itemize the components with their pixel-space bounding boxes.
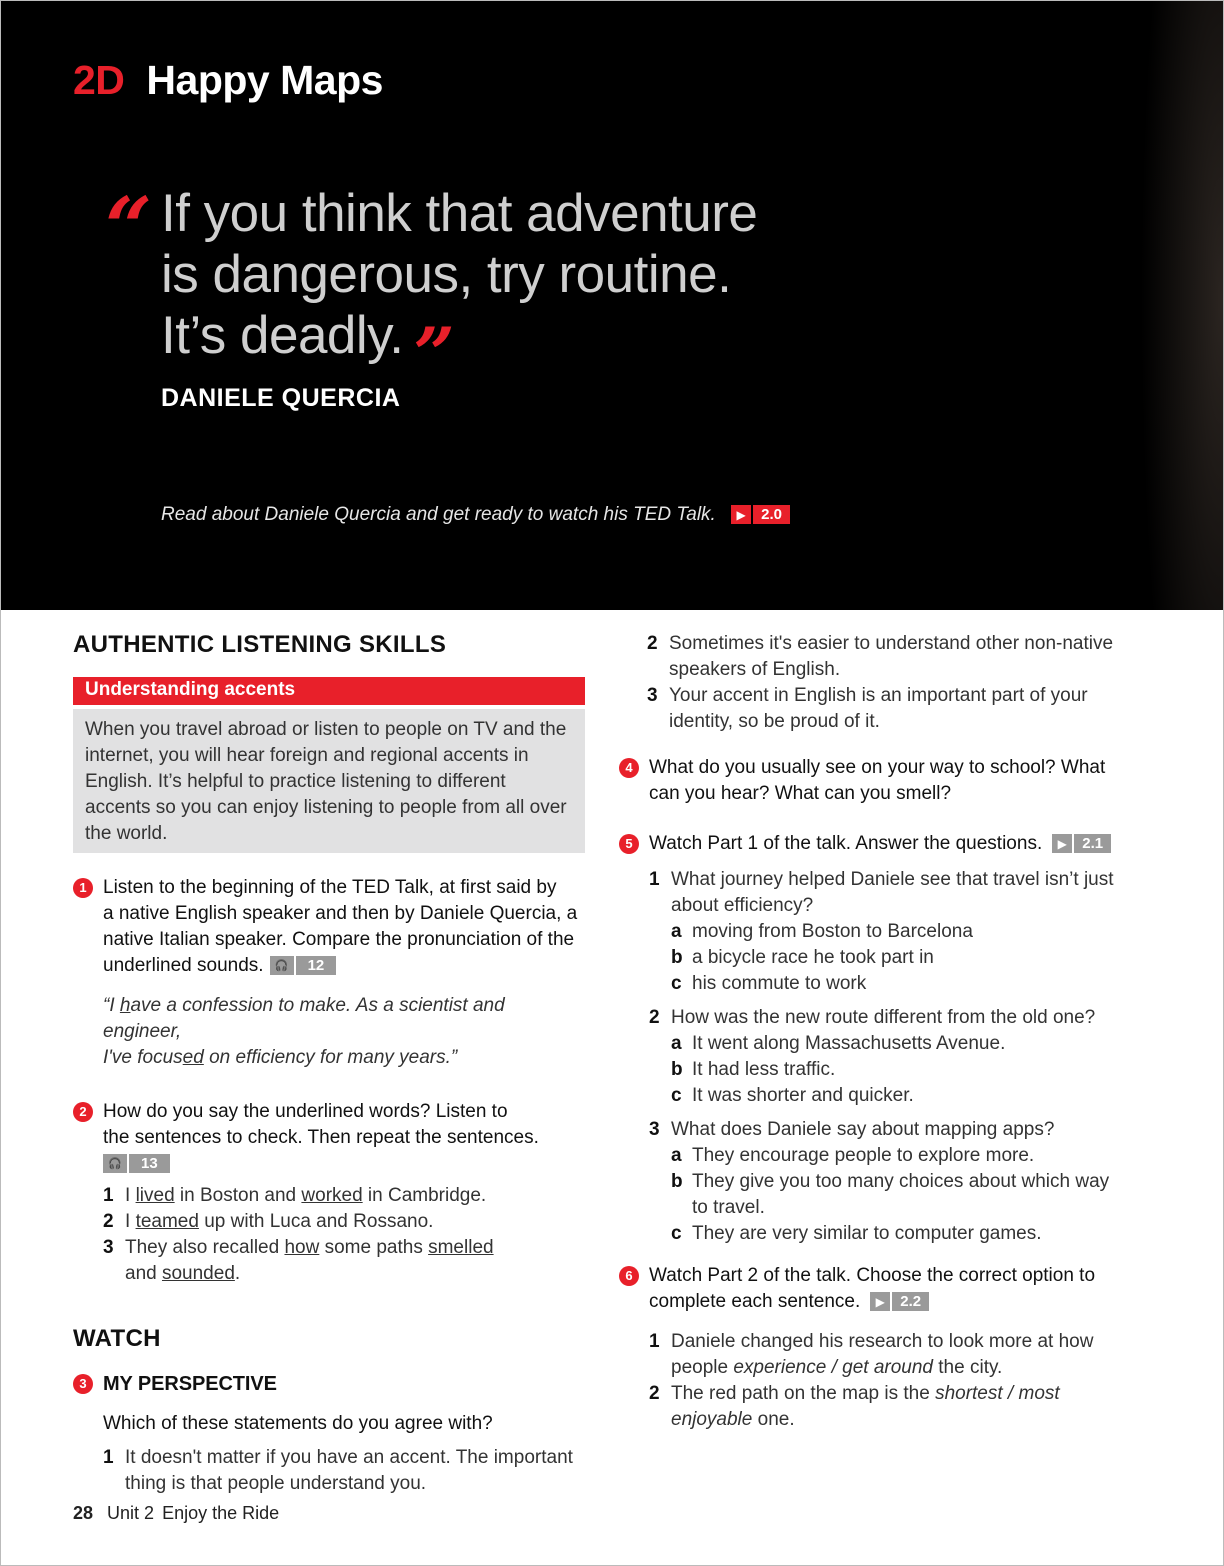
list-item: 1 It doesn't matter if you have an accent. The important thing is that people understand you. xyxy=(103,1447,573,1494)
statement-list xyxy=(647,631,1139,735)
headphones-icon: 🎧 xyxy=(103,1154,127,1173)
statement-list xyxy=(103,1445,585,1497)
lesson-title: Happy Maps xyxy=(146,57,383,103)
page-footer xyxy=(73,1503,279,1524)
intro-text xyxy=(161,504,790,526)
list-item: 2 The red path on the map is the shortest / most enjoyable one. xyxy=(649,1383,1060,1430)
play-icon: ▶ xyxy=(1052,834,1072,853)
answer-option[interactable]: b a bicycle race he took part in xyxy=(671,947,934,968)
example-quote: “I have a confession to make. As a scientist and engineer, I've focused on efficiency for many years.” xyxy=(103,995,505,1068)
answer-option[interactable]: c his commute to work xyxy=(671,973,867,994)
task-3-continued xyxy=(619,631,1139,735)
list-item: 3 They also recalled how some paths smelled and sounded. xyxy=(103,1237,494,1284)
quote-close-icon: ” xyxy=(413,311,455,396)
task-question: Which of these statements do you agree with? xyxy=(103,1413,493,1434)
quote-line: It’s deadly. ” xyxy=(161,306,455,396)
sentence-list xyxy=(103,1183,585,1287)
task-instruction: What do you usually see on your way to school? What can you hear? What can you smell? xyxy=(649,757,1106,804)
audio-number: 13 xyxy=(129,1154,170,1173)
question-item: 1 What journey helped Daniele see that travel isn’t just about efficiency? a moving from Boston to Barcelona b a bicycle race he took part in c his commute to work xyxy=(649,867,1139,997)
answer-option[interactable]: c They are very similar to computer games. xyxy=(671,1223,1042,1244)
task-4 xyxy=(619,755,1139,807)
video-badge[interactable] xyxy=(1052,834,1111,853)
pull-quote xyxy=(161,183,758,396)
right-column xyxy=(619,621,1139,1433)
task-1 xyxy=(73,875,585,1071)
audio-badge[interactable] xyxy=(270,956,337,975)
task-title: MY PERSPECTIVE xyxy=(103,1373,277,1395)
task-number-badge: 4 xyxy=(619,758,639,778)
task-3 xyxy=(73,1371,585,1497)
list-item: 2 I teamed up with Luca and Rossano. xyxy=(103,1211,434,1232)
answer-option[interactable]: a They encourage people to explore more. xyxy=(671,1145,1035,1166)
headphones-icon: 🎧 xyxy=(270,956,294,975)
task-instruction: How do you say the underlined words? Listen to the sentences to check. Then repeat the sentences. 🎧 13 xyxy=(103,1101,539,1173)
video-badge[interactable] xyxy=(870,1292,929,1311)
video-number: 2.2 xyxy=(892,1292,929,1311)
intro-sentence: Read about Daniele Quercia and get ready to watch his TED Talk. xyxy=(161,504,716,525)
list-item: 2 Sometimes it's easier to understand other non-native speakers of English. xyxy=(647,633,1114,680)
answer-option[interactable]: a It went along Massachusetts Avenue. xyxy=(671,1033,1006,1054)
unit-title: Enjoy the Ride xyxy=(162,1503,280,1523)
task-2 xyxy=(73,1099,585,1287)
task-number-badge: 5 xyxy=(619,834,639,854)
answer-option[interactable]: b They give you too many choices about which way to travel. xyxy=(671,1171,1110,1218)
question-list xyxy=(649,867,1139,1247)
task-6 xyxy=(619,1263,1139,1433)
unit-label: Unit 2 xyxy=(107,1503,155,1523)
watch-section-title: WATCH xyxy=(73,1325,161,1352)
video-number: 2.1 xyxy=(1074,834,1111,853)
skill-box-title: Understanding accents xyxy=(73,677,585,705)
task-instruction: Watch Part 1 of the talk. Answer the questions. ▶ 2.1 xyxy=(649,831,1139,857)
section-title: AUTHENTIC LISTENING SKILLS xyxy=(73,631,447,658)
left-column xyxy=(73,621,585,1497)
quote-open-icon: “ xyxy=(105,180,153,276)
task-number-badge: 2 xyxy=(73,1102,93,1122)
question-item: 2 How was the new route different from the old one? a It went along Massachusetts Avenue. b It had less traffic. c It was shorter and quicker. xyxy=(649,1005,1139,1109)
answer-option[interactable]: a moving from Boston to Barcelona xyxy=(671,921,973,942)
answer-option[interactable]: c It was shorter and quicker. xyxy=(671,1085,914,1106)
quote-line: is dangerous, try routine. xyxy=(161,245,732,304)
task-number-badge: 3 xyxy=(73,1374,93,1394)
list-item: 1 Daniele changed his research to look more at how people experience / get around the city. xyxy=(649,1331,1094,1378)
sentence-list xyxy=(649,1329,1139,1433)
audio-number: 12 xyxy=(296,956,337,975)
video-number: 2.0 xyxy=(753,505,790,524)
task-instruction: Listen to the beginning of the TED Talk, at first said by a native English speaker and then by Daniele Quercia, a native Italian speaker. Compare the pronunciation of the underlined sounds. 🎧 12 xyxy=(103,877,578,976)
audio-badge[interactable] xyxy=(103,1154,170,1173)
answer-option[interactable]: b It had less traffic. xyxy=(671,1059,836,1080)
task-instruction: Watch Part 2 of the talk. Choose the correct option to complete each sentence. ▶ 2.2 xyxy=(649,1265,1096,1312)
page-number: 28 xyxy=(73,1503,94,1523)
task-5 xyxy=(619,831,1139,1247)
quote-author: DANIELE QUERCIA xyxy=(161,384,401,412)
task-number-badge: 1 xyxy=(73,878,93,898)
task-number-badge: 6 xyxy=(619,1266,639,1286)
hero-banner xyxy=(1,1,1224,610)
video-badge[interactable] xyxy=(731,505,790,524)
skill-box-text: When you travel abroad or listen to people on TV and the internet, you will hear foreign and regional accents in English. It’s helpful to practice listening to different accents so you can enjoy listening to people from all over the world. xyxy=(73,709,585,853)
question-item: 3 What does Daniele say about mapping apps? a They encourage people to explore more. b They give you too many choices about which way to travel. c They are very similar to computer games. xyxy=(649,1117,1139,1247)
play-icon: ▶ xyxy=(870,1292,890,1311)
list-item: 1 I lived in Boston and worked in Cambridge. xyxy=(103,1185,487,1206)
list-item: 3 Your accent in English is an important part of your identity, so be proud of it. xyxy=(647,685,1088,732)
quote-line: If you think that adventure xyxy=(161,184,758,243)
lesson-heading xyxy=(73,57,383,104)
play-icon: ▶ xyxy=(731,505,751,524)
lesson-code: 2D xyxy=(73,57,125,103)
